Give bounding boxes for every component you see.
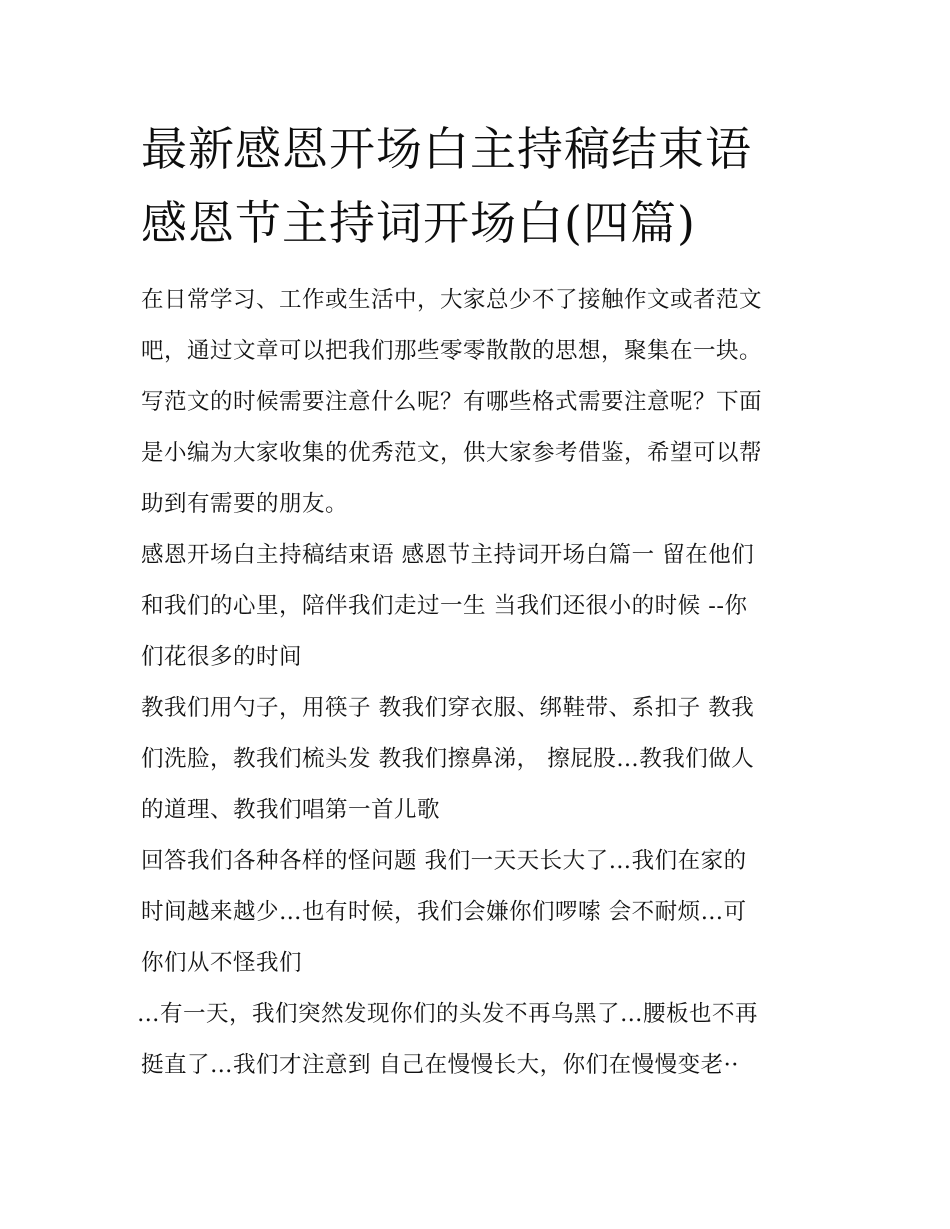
text-line: 们洗脸，教我们梳头发 教我们擦鼻涕， 擦屁股…教我们做人 [141,746,755,772]
text-line: 写范文的时候需要注意什么呢？有哪些格式需要注意呢？下面 [141,389,763,415]
text-line: 助到有需要的朋友。 [141,491,349,517]
text-line: 的道理、教我们唱第一首儿歌 [141,797,441,823]
document-title [141,112,841,260]
text-line: 你们从不怪我们 [141,950,303,976]
text-line: 吧，通过文章可以把我们那些零零散散的思想，聚集在一块。 [141,338,763,364]
paragraph-intro [141,275,821,530]
paragraph-getting-old [137,989,821,1091]
title-line-1: 最新感恩开场白主持稿结束语 [141,122,752,176]
paragraph-growing-up [141,836,821,989]
paragraph-section-one [141,530,821,683]
text-line: 时间越来越少…也有时候，我们会嫌你们啰嗦 会不耐烦…可 [141,899,747,925]
text-line: 挺直了…我们才注意到 自己在慢慢长大，你们在慢慢变老·· [141,1052,739,1078]
title-line-2: 感恩节主持词开场白(四篇) [141,196,696,250]
text-line: 是小编为大家收集的优秀范文，供大家参考借鉴，希望可以帮 [141,440,763,466]
text-line: 和我们的心里，陪伴我们走过一生 当我们还很小的时候 --你 [141,593,748,619]
document-body [137,275,821,1091]
paragraph-teaching [141,683,821,836]
text-line: 教我们用勺子，用筷子 教我们穿衣服、绑鞋带、系扣子 教我 [141,695,755,721]
text-line: 感恩开场白主持稿结束语 感恩节主持词开场白篇一 留在他们 [141,542,755,568]
text-line: 回答我们各种各样的怪问题 我们一天天长大了…我们在家的 [141,848,747,874]
text-line: 们花很多的时间 [141,644,303,670]
text-line: …有一天，我们突然发现你们的头发不再乌黑了…腰板也不再 [137,1001,759,1027]
text-line: 在日常学习、工作或生活中，大家总少不了接触作文或者范文 [141,287,763,313]
